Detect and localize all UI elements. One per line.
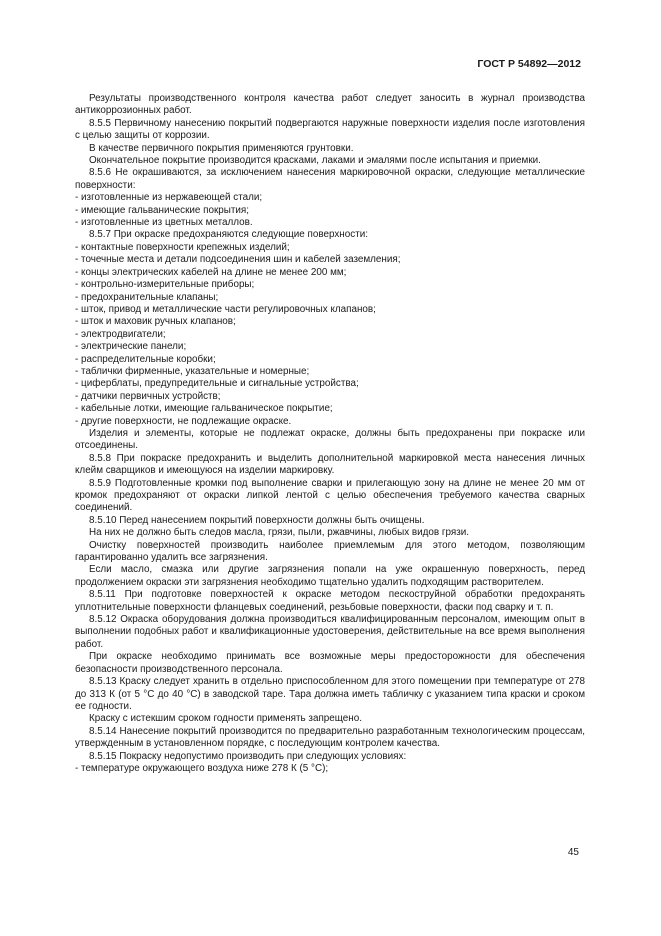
paragraph: 8.5.6 Не окрашиваются, за исключением нанесения маркировочной окраски, следующие металлические поверхности: [75,167,585,191]
document-standard-id: ГОСТ Р 54892—2012 [477,58,581,70]
paragraph: 8.5.9 Подготовленные кромки под выполнение сварки и прилегающую зону на длине не менее 20 мм от кромок предохраняют от окраски липкой лентой с целью обеспечения требуемого качества сварных соединений. [75,477,585,514]
list-item: - шток и маховик ручных клапанов; [75,316,236,328]
list-item: - датчики первичных устройств; [75,390,221,402]
list-item: - контрольно-измерительные приборы; [75,279,255,291]
paragraph: В качестве первичного покрытия применяются грунтовки. [89,142,354,154]
list-item: - шток, привод и металлические части регулировочных клапанов; [75,303,376,315]
paragraph: 8.5.10 Перед нанесением покрытий поверхности должны быть очищены. [89,514,425,526]
list-item: - изготовленные из нержавеющей стали; [75,192,263,204]
paragraph: 8.5.13 Краску следует хранить в отдельно приспособленном для этого помещении при температуре от 278 до 313 К (от 5 °С до 40 °С) в заводской таре. Тара должна иметь табличку с указанием типа краски и сроком ее годности. [75,676,585,712]
paragraph: 8.5.7 При окраске предохраняются следующие поверхности: [89,229,368,241]
paragraph: 8.5.12 Окраска оборудования должна производиться квалифицированным персоналом, имеющим опыт в выполнении подобных работ и квалификационные удостоверения, действительные на все время выполнения работ. [75,614,585,650]
list-item: - предохранительные клапаны; [75,291,219,303]
list-item: - контактные поверхности крепежных изделий; [75,241,290,253]
list-item: - другие поверхности, не подлежащие окраске. [75,415,292,427]
paragraph: При окраске необходимо принимать все возможные меры предосторожности для обеспечения безопасности производственного персонала. [75,651,585,675]
document-body [75,93,585,775]
list-item: - таблички фирменные, указательные и номерные; [75,365,310,377]
paragraph: 8.5.11 При подготовке поверхностей к окраске методом пескоструйной обработки предохранять уплотнительные поверхности фланцевых соединений, резьбовые поверхности, фаски под сварку и т. п. [75,589,585,613]
list-item: - температуре окружающего воздуха ниже 278 К (5 °С); [75,762,329,774]
paragraph: 8.5.14 Нанесение покрытий производится по предварительно разработанным технологическим процессам, утвержденным в установленном порядке, с последующим контролем качества. [75,725,585,750]
paragraph: 8.5.8 При покраске предохранить и выделить дополнительной маркировкой места нанесения личных клейм сварщиков и имеющуюся на изделии маркировку. [75,452,585,477]
page-number: 45 [567,847,579,858]
paragraph: Результаты производственного контроля качества работ следует заносить в журнал производства антикоррозионных работ. [75,93,585,117]
paragraph: 8.5.15 Покраску недопустимо производить при следующих условиях: [89,750,407,762]
list-item: - концы электрических кабелей на длине не менее 200 мм; [75,266,347,278]
list-item: - изготовленные из цветных металлов. [75,217,253,229]
paragraph: Если масло, смазка или другие загрязнения попали на уже окрашенную поверхность, перед продолжением окраски эти загрязнения необходимо тщательно удалить подходящим растворителем. [75,564,585,588]
paragraph: Краску с истекшим сроком годности применять запрещено. [89,713,362,725]
list-item: - электрические панели; [75,341,187,353]
paragraph: На них не должно быть следов масла, грязи, пыли, ржавчины, любых видов грязи. [89,527,470,539]
list-item: - имеющие гальванические покрытия; [75,204,250,216]
list-item: - циферблаты, предупредительные и сигнальные устройства; [75,378,359,390]
paragraph: Окончательное покрытие производится красками, лаками и эмалями после испытания и приемки. [89,155,541,167]
list-item: - распределительные коробки; [75,353,216,365]
paragraph: 8.5.5 Первичному нанесению покрытий подвергаются наружные поверхности изделия после изготовления с целью защиты от коррозии. [75,117,585,142]
list-item: - электродвигатели; [75,328,166,340]
paragraph: Изделия и элементы, которые не подлежат окраске, должны быть предохранены при покраске или отсоединены. [75,427,585,452]
list-item: - точечные места и детали подсоединения шин и кабелей заземления; [75,254,401,266]
paragraph: Очистку поверхностей производить наиболее приемлемым для этого методом, позволяющим гарантированно удалить все загрязнения. [75,539,585,564]
list-item: - кабельные лотки, имеющие гальваническое покрытие; [75,403,333,415]
